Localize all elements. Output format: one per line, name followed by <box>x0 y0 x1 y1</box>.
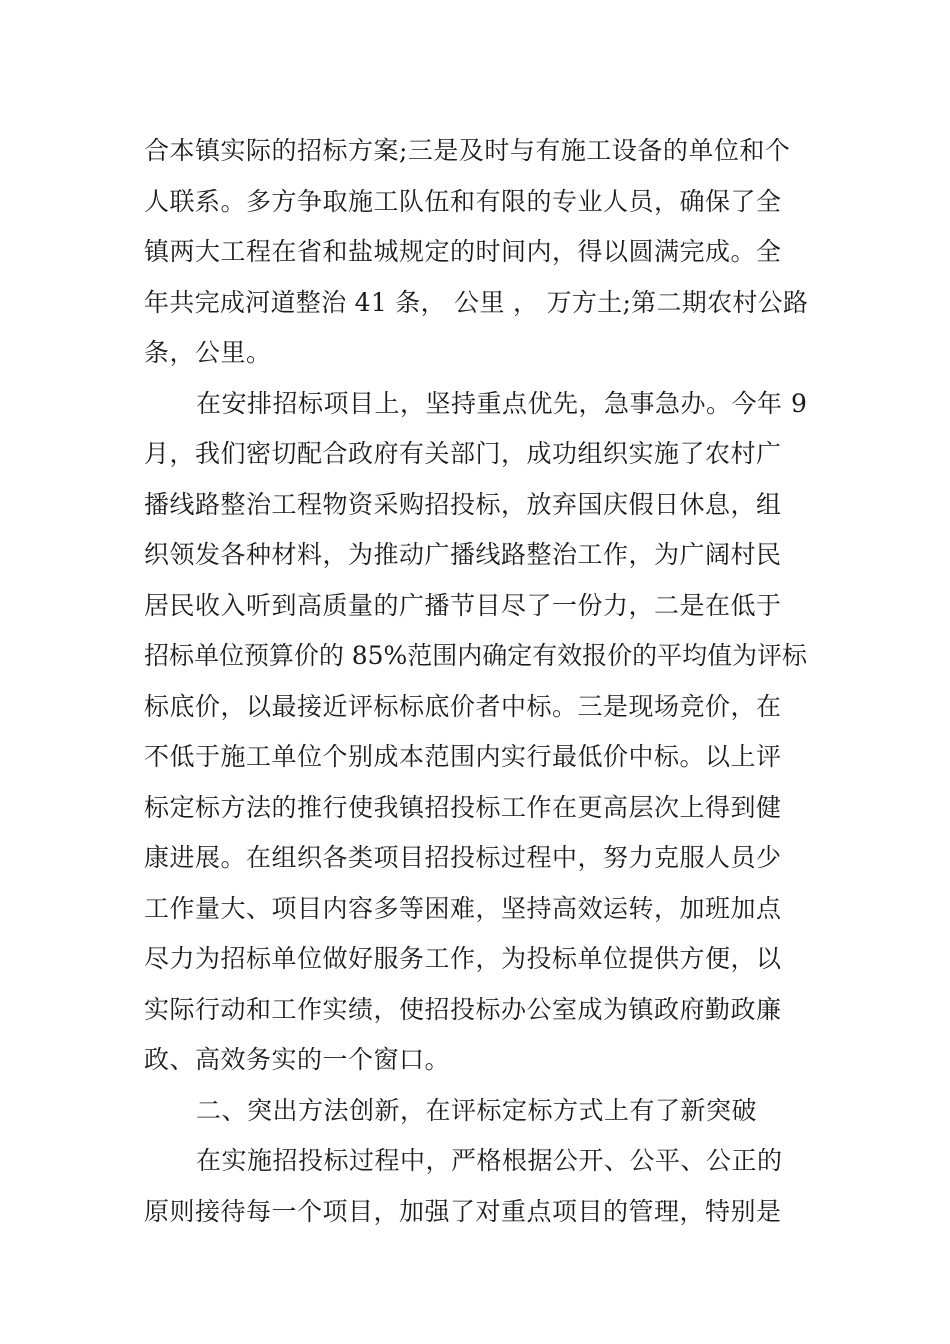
text-line: 标定标方法的推行使我镇招投标工作在更高层次上得到健 <box>144 792 782 822</box>
text-line: 合本镇实际的招标方案;三是及时与有施工设备的单位和个 <box>144 136 791 165</box>
paragraph <box>144 1086 808 1137</box>
text-line: 在安排招标项目上，坚持重点优先，急事急办。今年 9 <box>196 388 808 418</box>
paragraph <box>144 126 808 379</box>
paragraph <box>144 379 808 1086</box>
document-body <box>144 126 808 1237</box>
text-line: 条，公里。 <box>144 338 272 367</box>
text-line: 工作量大、项目内容多等困难，坚持高效运转，加班加点 <box>144 893 782 923</box>
text-line: 标底价，以最接近评标标底价者中标。三是现场竞价，在 <box>144 691 782 721</box>
text-line: 实际行动和工作实绩，使招投标办公室成为镇政府勤政廉 <box>144 994 782 1024</box>
text-line: 年共完成河道整治 41 条， 公里 ， 万方土;第二期农村公路 <box>144 287 809 317</box>
text-line: 人联系。多方争取施工队伍和有限的专业人员，确保了全 <box>144 186 782 216</box>
text-line: 二、突出方法创新，在评标定标方式上有了新突破 <box>196 1095 758 1125</box>
paragraph <box>144 1136 808 1237</box>
text-line: 原则接待每一个项目，加强了对重点项目的管理，特别是 <box>144 1196 782 1226</box>
text-line: 政、高效务实的一个窗口。 <box>144 1045 451 1074</box>
text-line: 织领发各种材料，为推动广播线路整治工作，为广阔村民 <box>144 540 782 569</box>
text-line: 居民收入听到高质量的广播节目尽了一份力，二是在低于 <box>144 590 782 620</box>
text-line: 不低于施工单位个别成本范围内实行最低价中标。以上评 <box>144 742 782 771</box>
text-line: 康进展。在组织各类项目招投标过程中，努力克服人员少 <box>144 843 782 872</box>
text-line: 播线路整治工程物资采购招投标，放弃国庆假日休息，组 <box>144 489 782 519</box>
text-line: 尽力为招标单位做好服务工作，为投标单位提供方便，以 <box>144 944 782 973</box>
text-line: 月，我们密切配合政府有关部门，成功组织实施了农村广 <box>144 439 782 468</box>
text-line: 镇两大工程在省和盐城规定的时间内，得以圆满完成。全 <box>144 237 782 266</box>
text-line: 在实施招投标过程中，严格根据公开、公平、公正的 <box>196 1146 783 1175</box>
text-line: 招标单位预算价的 85%范围内确定有效报价的平均值为评标 <box>144 641 807 670</box>
